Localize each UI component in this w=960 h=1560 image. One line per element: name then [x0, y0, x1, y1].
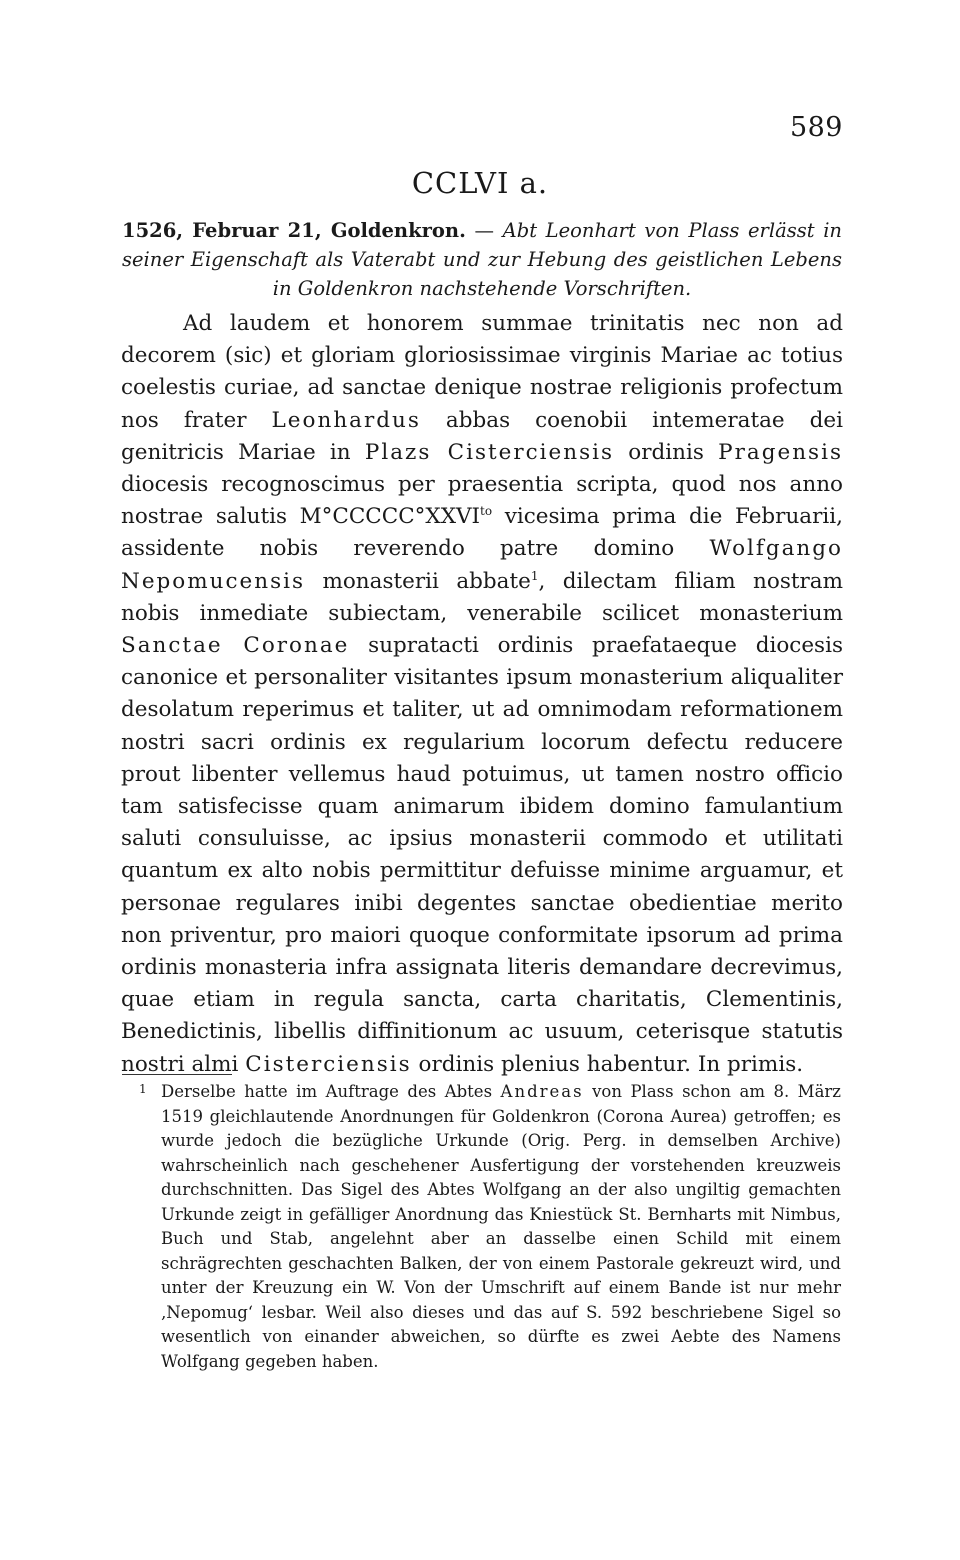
document-heading [122, 216, 842, 303]
body-text-segment: , dilectam filiam nostram nobis inmediate subiectam, venerabile scilicet monasterium [121, 568, 843, 626]
document-number: CCLVI a. [411, 166, 549, 200]
footnote [139, 1080, 841, 1374]
name-sanctae-coronae: Sanctae Coronae [121, 633, 350, 659]
footnote-divider [122, 1074, 232, 1075]
name-leonhardus: Leonhardus [271, 407, 421, 433]
body-text-segment: ordinis [614, 439, 719, 465]
name-cisterciensis: Cisterciensis [245, 1051, 412, 1077]
name-plazs: Plazs Cisterciensis [364, 439, 615, 465]
body-text-segment: monasterii abbate [305, 568, 531, 594]
footnote-mark: 1 [139, 1082, 147, 1096]
footnote-text-segment: Derselbe hatte im Auftrage des Abtes [161, 1082, 501, 1101]
body-text-segment: supratacti ordinis praefataeque diocesis canonice et personaliter visitantes ipsum monasterium aliqualiter desolatum reperimus et taliter, ut ad omnimodam reformationem nostri sacri ordinis ex regularium locorum defectu reducere prout libenter vellemus haud potuimus, ut tamen nostro officio tam satisfecisse quam animarum ibidem domino famulantium saluti consuluisse, ac ipsius monasterii commodo et utilitati quantum ex alto nobis permittitur defuisse minime arguamur, et personae regulares inibi degentes sanctae obedientiae merito non priventur, pro maiori quoque conformitate ipsorum ad prima ordinis monasteria infra assignata literis demandare decrevimus, quae etiam in regula sancta, carta charitatis, Clementinis, Benedictinis, libellis diffinitionum ac usuum, ceterisque statutis nostri almi [121, 633, 843, 1077]
name-andreas: Andreas [500, 1082, 584, 1101]
footnote-reference: 1 [530, 568, 539, 583]
body-text-segment: vicesima prima die Februarii, assidente nobis reverendo patre domino [121, 504, 843, 562]
name-pragensis: Pragensis [718, 439, 843, 465]
body-text-segment: Ad laudem et honorem summae trinitatis nec non ad decorem (sic) et gloriam gloriosissimae virginis Mariae ac totius coelestis curiae, ad sanctae denique nostrae religionis profectum nos frater [121, 311, 843, 433]
body-text-segment: abbas coenobii intemeratae dei genitricis Mariae in [121, 407, 843, 465]
heading-date-place: 1526, Februar 21, Goldenkron. [122, 219, 466, 242]
heading-dash: — [465, 219, 503, 242]
body-paragraph [121, 308, 843, 1081]
page-number: 589 [789, 112, 843, 143]
superscript-to: to [480, 504, 493, 519]
body-text-segment: diocesis recognoscimus per praesentia scripta, quod nos anno nostrae salutis M°CCCCC°XXVI [121, 472, 843, 530]
name-wolfgango: Wolfgango Nepomucensis [121, 536, 843, 594]
body-text-segment: ordinis plenius habentur. In primis. [411, 1051, 804, 1077]
footnote-text-segment: von Plass schon am 8. März 1519 gleichlautende Anordnungen für Goldenkron (Corona Aurea) getroffen; es wurde jedoch die bezügliche Urkunde (Orig. Perg. in demselben Archive) wahrscheinlich nach geschehener Ausfertigung der vorstehenden kreuzweis durchschnitten. Das Sigel des Abtes Wolfgang an der also ungiltig gemachten Urkunde zeigt in gefälliger Anordnung das Kniestück St. Bernharts mit Nimbus, Buch und Stab, angelehnt aber an dasselbe einen Schild mit einem schrägrechten geschachten Balken, der von einem Pastorale gekreuzt wird, und unter der Kreuzung ein W. Von der Umschrift auf einem Bande ist nur mehr ‚Nepomug‘ lesbar. Weil also dieses und das auf S. 592 beschriebene Sigel so wesentlich von einander abweichen, so dürfte es zwei Aebte des Namens Wolfgang gegeben haben. [161, 1082, 841, 1371]
heading-summary: Abt Leonhart von Plass erlässt in seiner Eigenschaft als Vaterabt und zur Hebung des geistlichen Lebens in Goldenkron nachstehende Vorschriften. [122, 219, 842, 300]
